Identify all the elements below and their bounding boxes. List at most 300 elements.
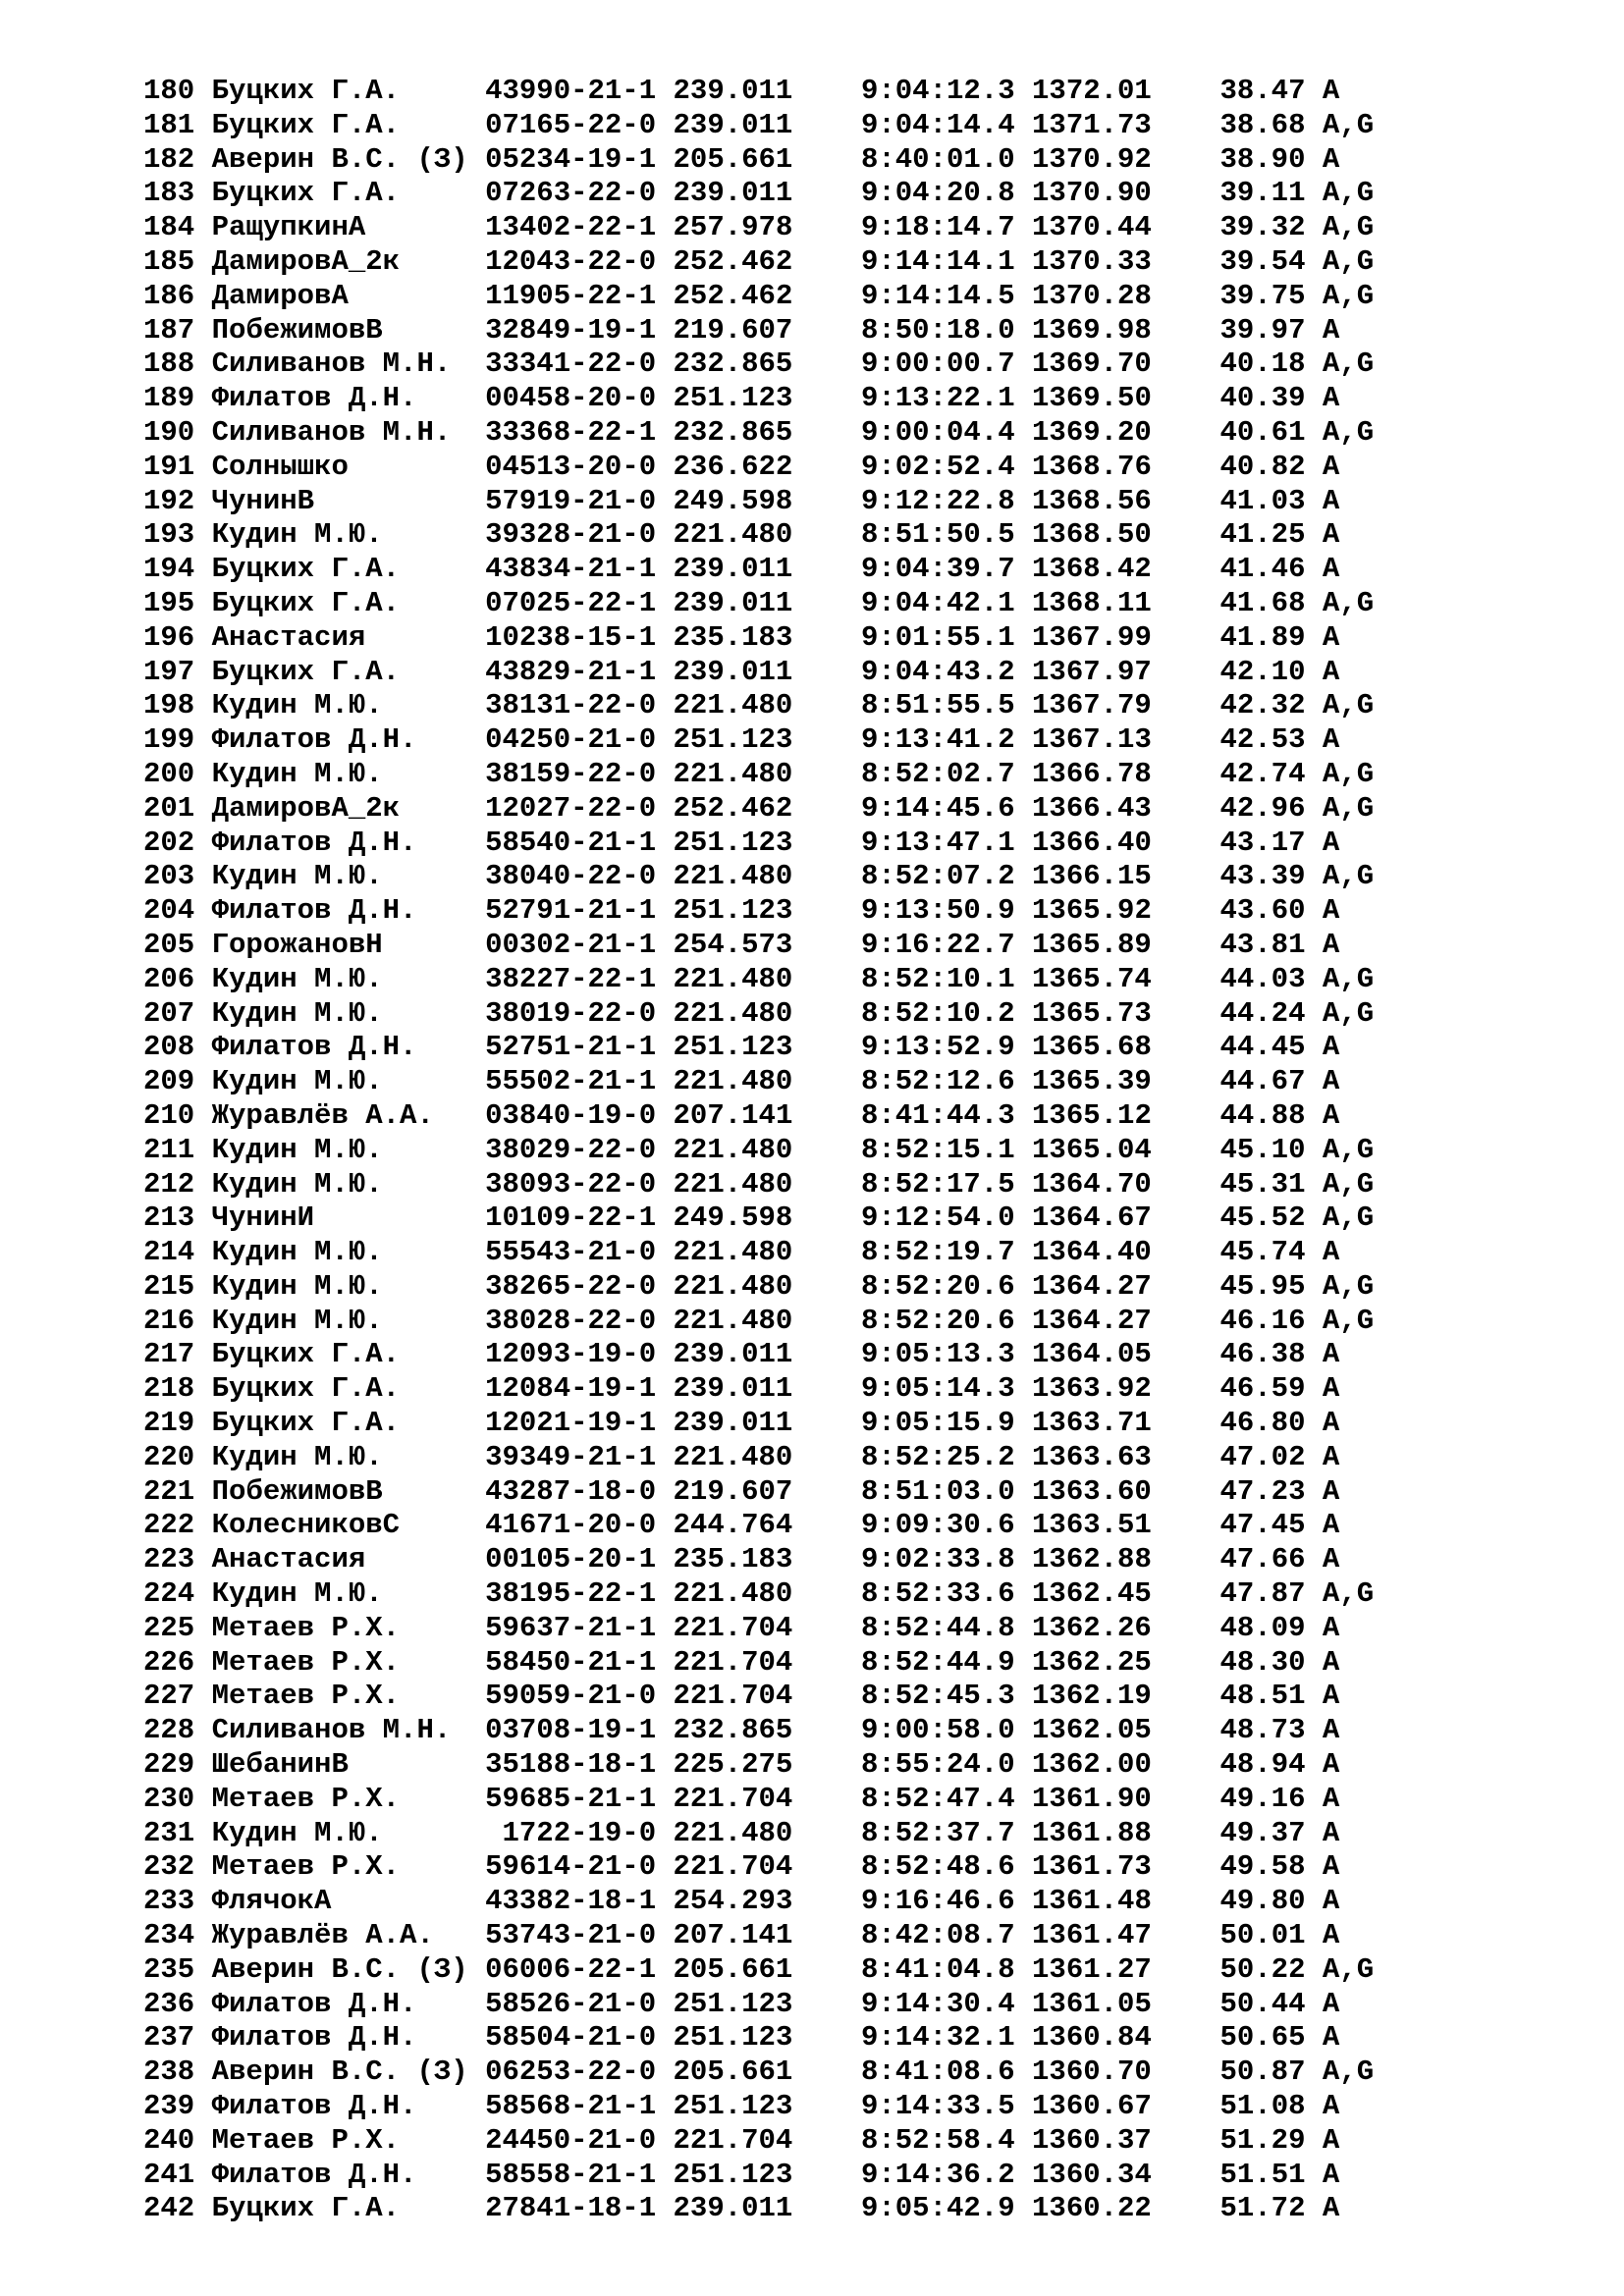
flags: A bbox=[1322, 2090, 1340, 2123]
fancier-name: Буцких Г.А. bbox=[211, 1407, 401, 1440]
table-row bbox=[143, 518, 1374, 553]
ring-number: 41671-20-0 bbox=[485, 1509, 657, 1542]
speed: 1370.44 bbox=[1032, 211, 1152, 244]
arrival-time: 9:16:22.7 bbox=[860, 928, 1015, 961]
ring-number: 12043-22-0 bbox=[485, 244, 657, 278]
ring-number: 38131-22-0 bbox=[485, 689, 657, 722]
speed: 1367.99 bbox=[1032, 620, 1152, 654]
fancier-name: Буцких Г.А. bbox=[211, 177, 401, 210]
table-row bbox=[143, 75, 1374, 109]
table-row bbox=[143, 1065, 1374, 1099]
distance: 221.480 bbox=[673, 1304, 793, 1337]
speed: 1361.05 bbox=[1032, 1987, 1152, 2020]
ring-number: 32849-19-1 bbox=[485, 313, 657, 347]
row-number: 195 bbox=[143, 586, 195, 619]
flags: A,G bbox=[1322, 1304, 1375, 1337]
coefficient: 51.51 bbox=[1219, 2158, 1306, 2191]
arrival-time: 8:52:10.1 bbox=[860, 962, 1015, 995]
distance: 221.480 bbox=[673, 1133, 793, 1166]
coefficient: 44.45 bbox=[1219, 1031, 1306, 1064]
table-row bbox=[143, 621, 1374, 656]
coefficient: 49.16 bbox=[1219, 1782, 1306, 1815]
coefficient: 47.23 bbox=[1219, 1474, 1306, 1508]
distance: 254.293 bbox=[673, 1885, 793, 1918]
arrival-time: 8:52:20.6 bbox=[860, 1304, 1015, 1337]
flags: A bbox=[1322, 382, 1340, 415]
speed: 1364.67 bbox=[1032, 1201, 1152, 1235]
arrival-time: 8:52:10.2 bbox=[860, 996, 1015, 1030]
flags: A bbox=[1322, 1338, 1340, 1371]
arrival-time: 9:14:36.2 bbox=[860, 2158, 1015, 2191]
row-number: 184 bbox=[143, 211, 195, 244]
distance: 232.865 bbox=[673, 1714, 793, 1747]
distance: 254.573 bbox=[673, 928, 793, 961]
row-number: 241 bbox=[143, 2158, 195, 2191]
flags: A,G bbox=[1322, 860, 1375, 893]
coefficient: 45.74 bbox=[1219, 1236, 1306, 1269]
fancier-name: Кудин М.Ю. bbox=[211, 689, 383, 722]
row-number: 223 bbox=[143, 1543, 195, 1576]
coefficient: 42.10 bbox=[1219, 655, 1306, 688]
table-row bbox=[143, 689, 1374, 723]
coefficient: 43.39 bbox=[1219, 860, 1306, 893]
fancier-name: Кудин М.Ю. bbox=[211, 518, 383, 552]
row-number: 202 bbox=[143, 826, 195, 859]
fancier-name: Кудин М.Ю. bbox=[211, 1304, 383, 1337]
table-row bbox=[143, 860, 1374, 894]
flags: A,G bbox=[1322, 689, 1375, 722]
ring-number: 24450-21-0 bbox=[485, 2123, 657, 2157]
distance: 251.123 bbox=[673, 2021, 793, 2055]
arrival-time: 9:00:00.7 bbox=[860, 347, 1015, 381]
ring-number: 38040-22-0 bbox=[485, 860, 657, 893]
coefficient: 42.32 bbox=[1219, 689, 1306, 722]
distance: 252.462 bbox=[673, 791, 793, 825]
row-number: 215 bbox=[143, 1269, 195, 1303]
distance: 239.011 bbox=[673, 1407, 793, 1440]
row-number: 235 bbox=[143, 1952, 195, 1986]
coefficient: 40.18 bbox=[1219, 347, 1306, 381]
table-row bbox=[143, 1783, 1374, 1817]
flags: A bbox=[1322, 2021, 1340, 2055]
table-row bbox=[143, 2021, 1374, 2056]
coefficient: 41.68 bbox=[1219, 586, 1306, 619]
fancier-name: Буцких Г.А. bbox=[211, 75, 401, 107]
distance: 221.480 bbox=[673, 1577, 793, 1611]
speed: 1364.27 bbox=[1032, 1269, 1152, 1303]
speed: 1362.25 bbox=[1032, 1645, 1152, 1679]
flags: A bbox=[1322, 484, 1340, 517]
row-number: 221 bbox=[143, 1474, 195, 1508]
ring-number: 38195-22-1 bbox=[485, 1577, 657, 1611]
distance: 221.480 bbox=[673, 1236, 793, 1269]
arrival-time: 8:50:18.0 bbox=[860, 313, 1015, 347]
fancier-name: ЧунинВ bbox=[211, 484, 315, 517]
flags: A,G bbox=[1322, 2056, 1375, 2089]
row-number: 239 bbox=[143, 2090, 195, 2123]
speed: 1365.68 bbox=[1032, 1031, 1152, 1064]
fancier-name: ДамировА_2к bbox=[211, 791, 401, 825]
speed: 1368.56 bbox=[1032, 484, 1152, 517]
speed: 1370.90 bbox=[1032, 177, 1152, 210]
coefficient: 41.25 bbox=[1219, 518, 1306, 552]
table-row bbox=[143, 416, 1374, 451]
row-number: 185 bbox=[143, 244, 195, 278]
flags: A bbox=[1322, 553, 1340, 586]
row-number: 199 bbox=[143, 723, 195, 757]
ring-number: 59614-21-0 bbox=[485, 1850, 657, 1884]
row-number: 190 bbox=[143, 415, 195, 449]
fancier-name: Буцких Г.А. bbox=[211, 108, 401, 141]
table-row bbox=[143, 1953, 1374, 1988]
arrival-time: 8:40:01.0 bbox=[860, 142, 1015, 176]
arrival-time: 8:51:55.5 bbox=[860, 689, 1015, 722]
row-number: 224 bbox=[143, 1577, 195, 1611]
distance: 236.622 bbox=[673, 450, 793, 483]
arrival-time: 8:52:19.7 bbox=[860, 1236, 1015, 1269]
fancier-name: Анастасия bbox=[211, 1543, 366, 1576]
ring-number: 04513-20-0 bbox=[485, 450, 657, 483]
speed: 1363.51 bbox=[1032, 1509, 1152, 1542]
ring-number: 58568-21-1 bbox=[485, 2090, 657, 2123]
ring-number: 35188-18-1 bbox=[485, 1748, 657, 1782]
flags: A,G bbox=[1322, 1577, 1375, 1611]
coefficient: 44.03 bbox=[1219, 962, 1306, 995]
table-row bbox=[143, 314, 1374, 348]
row-number: 232 bbox=[143, 1850, 195, 1884]
ring-number: 10109-22-1 bbox=[485, 1201, 657, 1235]
arrival-time: 9:09:30.6 bbox=[860, 1509, 1015, 1542]
distance: 251.123 bbox=[673, 826, 793, 859]
arrival-time: 9:05:14.3 bbox=[860, 1372, 1015, 1406]
table-row bbox=[143, 1236, 1374, 1270]
ring-number: 53743-21-0 bbox=[485, 1919, 657, 1952]
ring-number: 39328-21-0 bbox=[485, 518, 657, 552]
coefficient: 49.37 bbox=[1219, 1816, 1306, 1849]
row-number: 188 bbox=[143, 347, 195, 381]
ring-number: 00302-21-1 bbox=[485, 928, 657, 961]
flags: A bbox=[1322, 1714, 1340, 1747]
ring-number: 38028-22-0 bbox=[485, 1304, 657, 1337]
arrival-time: 8:41:44.3 bbox=[860, 1098, 1015, 1132]
arrival-time: 9:13:22.1 bbox=[860, 382, 1015, 415]
fancier-name: Метаев Р.Х. bbox=[211, 1782, 401, 1815]
flags: A bbox=[1322, 1407, 1340, 1440]
speed: 1360.70 bbox=[1032, 2056, 1152, 2089]
distance: 252.462 bbox=[673, 244, 793, 278]
ring-number: 03840-19-0 bbox=[485, 1098, 657, 1132]
flags: A bbox=[1322, 518, 1340, 552]
fancier-name: Филатов Д.Н. bbox=[211, 2090, 417, 2123]
row-number: 192 bbox=[143, 484, 195, 517]
coefficient: 50.65 bbox=[1219, 2021, 1306, 2055]
table-row bbox=[143, 1509, 1374, 1543]
flags: A bbox=[1322, 1065, 1340, 1098]
results-table bbox=[143, 75, 1374, 2226]
row-number: 242 bbox=[143, 2192, 195, 2225]
coefficient: 39.75 bbox=[1219, 279, 1306, 312]
table-row bbox=[143, 1407, 1374, 1441]
table-row bbox=[143, 2056, 1374, 2090]
speed: 1366.40 bbox=[1032, 826, 1152, 859]
ring-number: 38265-22-0 bbox=[485, 1269, 657, 1303]
row-number: 180 bbox=[143, 75, 195, 107]
ring-number: 43990-21-1 bbox=[485, 75, 657, 107]
flags: A bbox=[1322, 1850, 1340, 1884]
speed: 1369.98 bbox=[1032, 313, 1152, 347]
ring-number: 52791-21-1 bbox=[485, 894, 657, 928]
coefficient: 45.95 bbox=[1219, 1269, 1306, 1303]
table-row bbox=[143, 347, 1374, 382]
table-row bbox=[143, 894, 1374, 929]
table-row bbox=[143, 1338, 1374, 1372]
arrival-time: 8:51:03.0 bbox=[860, 1474, 1015, 1508]
table-row bbox=[143, 109, 1374, 143]
coefficient: 48.51 bbox=[1219, 1680, 1306, 1713]
flags: A bbox=[1322, 1440, 1340, 1473]
table-row bbox=[143, 792, 1374, 827]
fancier-name: Филатов Д.Н. bbox=[211, 382, 417, 415]
fancier-name: Метаев Р.Х. bbox=[211, 1850, 401, 1884]
distance: 251.123 bbox=[673, 894, 793, 928]
flags: A bbox=[1322, 1236, 1340, 1269]
flags: A,G bbox=[1322, 962, 1375, 995]
flags: A,G bbox=[1322, 108, 1375, 141]
row-number: 227 bbox=[143, 1680, 195, 1713]
row-number: 210 bbox=[143, 1098, 195, 1132]
table-row bbox=[143, 2192, 1374, 2226]
row-number: 189 bbox=[143, 382, 195, 415]
ring-number: 58558-21-1 bbox=[485, 2158, 657, 2191]
coefficient: 50.44 bbox=[1219, 1987, 1306, 2020]
distance: 221.704 bbox=[673, 1680, 793, 1713]
ring-number: 12027-22-0 bbox=[485, 791, 657, 825]
ring-number: 07263-22-0 bbox=[485, 177, 657, 210]
speed: 1360.37 bbox=[1032, 2123, 1152, 2157]
ring-number: 58526-21-0 bbox=[485, 1987, 657, 2020]
arrival-time: 8:41:08.6 bbox=[860, 2056, 1015, 2089]
distance: 221.704 bbox=[673, 1850, 793, 1884]
flags: A bbox=[1322, 826, 1340, 859]
coefficient: 47.66 bbox=[1219, 1543, 1306, 1576]
speed: 1361.73 bbox=[1032, 1850, 1152, 1884]
coefficient: 41.89 bbox=[1219, 620, 1306, 654]
ring-number: 38093-22-0 bbox=[485, 1167, 657, 1201]
distance: 219.607 bbox=[673, 313, 793, 347]
flags: A bbox=[1322, 1816, 1340, 1849]
distance: 239.011 bbox=[673, 586, 793, 619]
coefficient: 51.29 bbox=[1219, 2123, 1306, 2157]
coefficient: 48.30 bbox=[1219, 1645, 1306, 1679]
fancier-name: Кудин М.Ю. bbox=[211, 962, 383, 995]
arrival-time: 9:13:47.1 bbox=[860, 826, 1015, 859]
speed: 1362.05 bbox=[1032, 1714, 1152, 1747]
distance: 221.480 bbox=[673, 962, 793, 995]
table-row bbox=[143, 656, 1374, 690]
row-number: 240 bbox=[143, 2123, 195, 2157]
fancier-name: Буцких Г.А. bbox=[211, 2192, 401, 2225]
flags: A bbox=[1322, 450, 1340, 483]
distance: 251.123 bbox=[673, 1031, 793, 1064]
arrival-time: 9:05:15.9 bbox=[860, 1407, 1015, 1440]
flags: A,G bbox=[1322, 177, 1375, 210]
coefficient: 39.97 bbox=[1219, 313, 1306, 347]
speed: 1367.79 bbox=[1032, 689, 1152, 722]
distance: 251.123 bbox=[673, 2090, 793, 2123]
speed: 1362.26 bbox=[1032, 1611, 1152, 1644]
flags: A,G bbox=[1322, 757, 1375, 790]
speed: 1363.63 bbox=[1032, 1440, 1152, 1473]
speed: 1363.60 bbox=[1032, 1474, 1152, 1508]
table-row bbox=[143, 1372, 1374, 1407]
speed: 1372.01 bbox=[1032, 75, 1152, 107]
table-row bbox=[143, 1441, 1374, 1475]
ring-number: 39349-21-1 bbox=[485, 1440, 657, 1473]
fancier-name: Кудин М.Ю. bbox=[211, 1816, 383, 1849]
flags: A bbox=[1322, 1509, 1340, 1542]
distance: 221.480 bbox=[673, 1816, 793, 1849]
coefficient: 38.68 bbox=[1219, 108, 1306, 141]
coefficient: 42.53 bbox=[1219, 723, 1306, 757]
distance: 249.598 bbox=[673, 1201, 793, 1235]
flags: A,G bbox=[1322, 1952, 1375, 1986]
distance: 221.480 bbox=[673, 1269, 793, 1303]
ring-number: 38159-22-0 bbox=[485, 757, 657, 790]
distance: 251.123 bbox=[673, 2158, 793, 2191]
fancier-name: Силиванов М.Н. bbox=[211, 1714, 452, 1747]
ring-number: 00458-20-0 bbox=[485, 382, 657, 415]
coefficient: 48.09 bbox=[1219, 1611, 1306, 1644]
distance: 221.704 bbox=[673, 2123, 793, 2157]
fancier-name: ДамировА_2к bbox=[211, 244, 401, 278]
speed: 1364.05 bbox=[1032, 1338, 1152, 1371]
arrival-time: 9:04:39.7 bbox=[860, 553, 1015, 586]
distance: 239.011 bbox=[673, 553, 793, 586]
arrival-time: 9:01:55.1 bbox=[860, 620, 1015, 654]
arrival-time: 8:52:20.6 bbox=[860, 1269, 1015, 1303]
arrival-time: 9:14:14.5 bbox=[860, 279, 1015, 312]
ring-number: 04250-21-0 bbox=[485, 723, 657, 757]
coefficient: 44.24 bbox=[1219, 996, 1306, 1030]
speed: 1369.70 bbox=[1032, 347, 1152, 381]
row-number: 204 bbox=[143, 894, 195, 928]
table-row bbox=[143, 1099, 1374, 1134]
row-number: 237 bbox=[143, 2021, 195, 2055]
speed: 1368.76 bbox=[1032, 450, 1152, 483]
fancier-name: ЧунинИ bbox=[211, 1201, 315, 1235]
flags: A,G bbox=[1322, 347, 1375, 381]
distance: 221.480 bbox=[673, 757, 793, 790]
arrival-time: 8:52:15.1 bbox=[860, 1133, 1015, 1166]
flags: A bbox=[1322, 313, 1340, 347]
fancier-name: Кудин М.Ю. bbox=[211, 1133, 383, 1166]
row-number: 211 bbox=[143, 1133, 195, 1166]
row-number: 203 bbox=[143, 860, 195, 893]
coefficient: 38.90 bbox=[1219, 142, 1306, 176]
table-row bbox=[143, 1646, 1374, 1681]
speed: 1360.34 bbox=[1032, 2158, 1152, 2191]
distance: 207.141 bbox=[673, 1919, 793, 1952]
speed: 1367.13 bbox=[1032, 723, 1152, 757]
table-row bbox=[143, 1031, 1374, 1065]
table-row bbox=[143, 1748, 1374, 1783]
flags: A bbox=[1322, 1748, 1340, 1782]
fancier-name: Кудин М.Ю. bbox=[211, 1167, 383, 1201]
arrival-time: 9:14:32.1 bbox=[860, 2021, 1015, 2055]
fancier-name: Филатов Д.Н. bbox=[211, 1987, 417, 2020]
coefficient: 49.58 bbox=[1219, 1850, 1306, 1884]
fancier-name: РащупкинА bbox=[211, 211, 366, 244]
speed: 1371.73 bbox=[1032, 108, 1152, 141]
speed: 1364.70 bbox=[1032, 1167, 1152, 1201]
table-row bbox=[143, 245, 1374, 280]
ring-number: 07165-22-0 bbox=[485, 108, 657, 141]
flags: A bbox=[1322, 1680, 1340, 1713]
speed: 1370.28 bbox=[1032, 279, 1152, 312]
speed: 1365.92 bbox=[1032, 894, 1152, 928]
flags: A,G bbox=[1322, 244, 1375, 278]
distance: 239.011 bbox=[673, 108, 793, 141]
table-row bbox=[143, 587, 1374, 621]
speed: 1362.88 bbox=[1032, 1543, 1152, 1576]
row-number: 231 bbox=[143, 1816, 195, 1849]
row-number: 233 bbox=[143, 1885, 195, 1918]
fancier-name: Аверин В.С. (З) bbox=[211, 1952, 468, 1986]
fancier-name: Кудин М.Ю. bbox=[211, 757, 383, 790]
arrival-time: 9:04:42.1 bbox=[860, 586, 1015, 619]
fancier-name: ДамировА bbox=[211, 279, 349, 312]
flags: A bbox=[1322, 75, 1340, 107]
distance: 221.704 bbox=[673, 1611, 793, 1644]
arrival-time: 9:02:33.8 bbox=[860, 1543, 1015, 1576]
row-number: 205 bbox=[143, 928, 195, 961]
flags: A,G bbox=[1322, 1201, 1375, 1235]
distance: 221.480 bbox=[673, 1167, 793, 1201]
arrival-time: 9:18:14.7 bbox=[860, 211, 1015, 244]
table-row bbox=[143, 963, 1374, 997]
flags: A bbox=[1322, 2123, 1340, 2157]
arrival-time: 9:14:33.5 bbox=[860, 2090, 1015, 2123]
fancier-name: Метаев Р.Х. bbox=[211, 1645, 401, 1679]
speed: 1365.39 bbox=[1032, 1065, 1152, 1098]
distance: 205.661 bbox=[673, 1952, 793, 1986]
ring-number: 43287-18-0 bbox=[485, 1474, 657, 1508]
coefficient: 44.67 bbox=[1219, 1065, 1306, 1098]
table-row bbox=[143, 1168, 1374, 1202]
coefficient: 51.72 bbox=[1219, 2192, 1306, 2225]
ring-number: 59059-21-0 bbox=[485, 1680, 657, 1713]
fancier-name: Силиванов М.Н. bbox=[211, 415, 452, 449]
distance: 251.123 bbox=[673, 1987, 793, 2020]
speed: 1361.88 bbox=[1032, 1816, 1152, 1849]
coefficient: 49.80 bbox=[1219, 1885, 1306, 1918]
row-number: 218 bbox=[143, 1372, 195, 1406]
table-row bbox=[143, 827, 1374, 861]
distance: 207.141 bbox=[673, 1098, 793, 1132]
distance: 232.865 bbox=[673, 347, 793, 381]
distance: 251.123 bbox=[673, 723, 793, 757]
coefficient: 45.52 bbox=[1219, 1201, 1306, 1235]
row-number: 193 bbox=[143, 518, 195, 552]
flags: A bbox=[1322, 1543, 1340, 1576]
arrival-time: 8:52:48.6 bbox=[860, 1850, 1015, 1884]
coefficient: 43.17 bbox=[1219, 826, 1306, 859]
table-row bbox=[143, 2124, 1374, 2159]
ring-number: 10238-15-1 bbox=[485, 620, 657, 654]
ring-number: 55502-21-1 bbox=[485, 1065, 657, 1098]
flags: A bbox=[1322, 1372, 1340, 1406]
arrival-time: 9:02:52.4 bbox=[860, 450, 1015, 483]
